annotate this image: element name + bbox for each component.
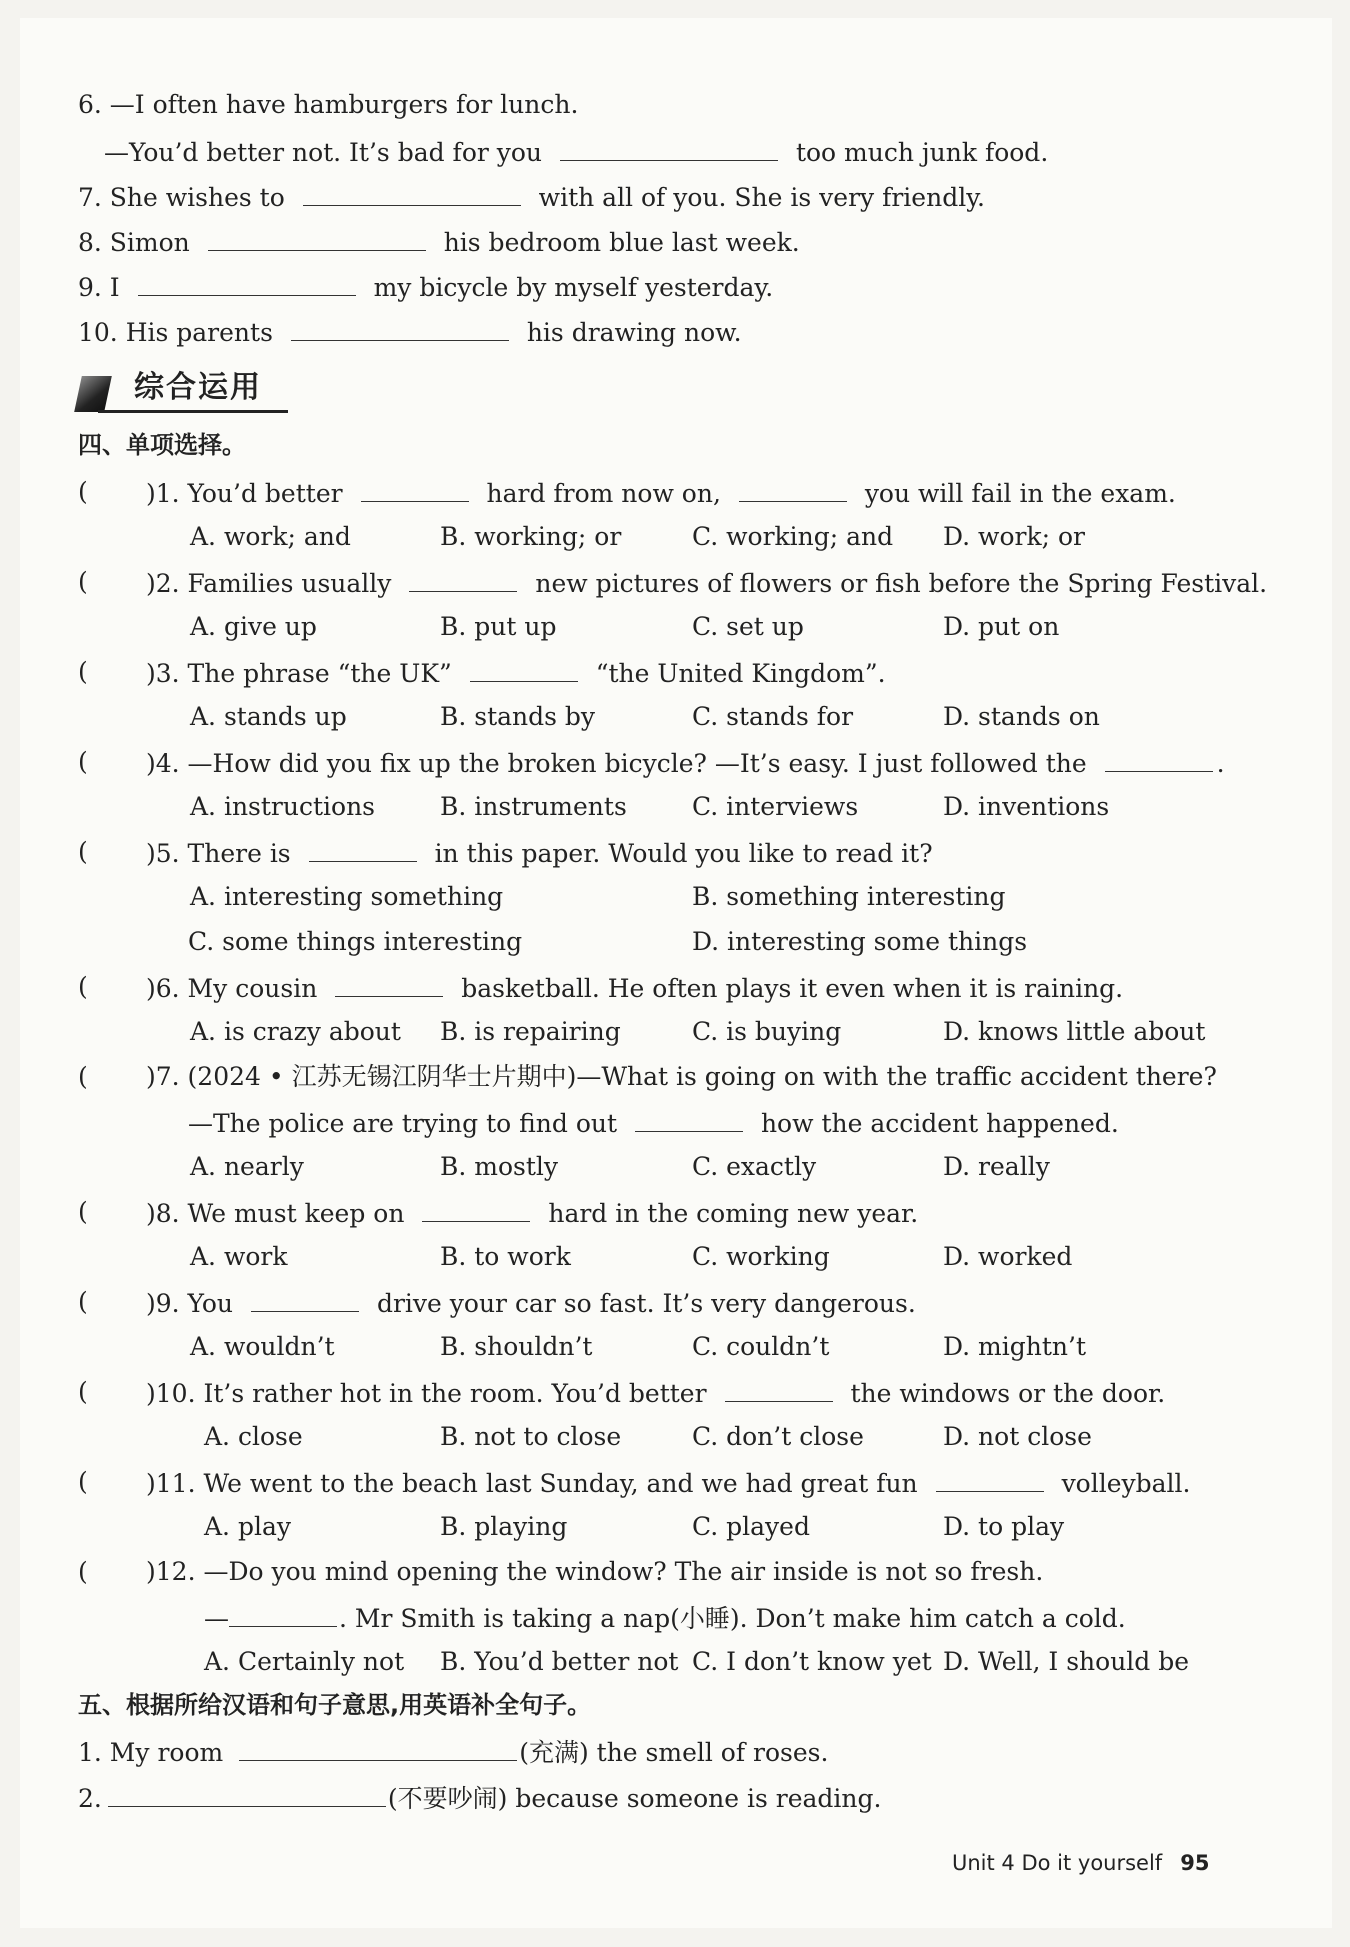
option-d[interactable]: D. Well, I should be xyxy=(943,1647,1190,1676)
answer-blank[interactable] xyxy=(335,970,443,997)
option-d[interactable]: D. put on xyxy=(943,612,1060,641)
item-8 xyxy=(78,224,800,260)
part5-item-1-text: 1. My room xyxy=(78,1738,224,1767)
item-9-tail: my bicycle by myself yesterday. xyxy=(373,273,774,302)
q2-tail: new pictures of flowers or fish before the Spring Festival. xyxy=(535,569,1268,598)
answer-paren[interactable]: ( xyxy=(78,1062,88,1091)
answer-paren[interactable]: ( xyxy=(78,1287,88,1316)
option-b[interactable]: B. shouldn’t xyxy=(440,1332,593,1361)
answer-blank[interactable] xyxy=(208,224,426,251)
option-c[interactable]: C. interviews xyxy=(692,792,859,821)
q12-text: )12. —Do you mind opening the window? The air inside is not so fresh. xyxy=(146,1557,1044,1586)
section-banner xyxy=(78,366,288,416)
section-banner-title: 综合运用 xyxy=(134,370,262,405)
item-6-question xyxy=(78,88,578,122)
q4-text: )4. —How did you fix up the broken bicycle? —It’s easy. I just followed the xyxy=(146,749,1087,778)
option-c[interactable]: C. stands for xyxy=(692,702,854,731)
option-b[interactable]: B. mostly xyxy=(440,1152,559,1181)
q9-stem xyxy=(146,1285,916,1321)
q7-stem xyxy=(146,1060,1217,1094)
option-a[interactable]: A. close xyxy=(204,1422,303,1451)
q10-stem xyxy=(146,1375,1165,1411)
item-6-response-tail: too much junk food. xyxy=(795,138,1049,167)
answer-blank[interactable] xyxy=(470,655,578,682)
item-10-tail: his drawing now. xyxy=(526,318,742,347)
q1-mid: hard from now on, xyxy=(486,479,721,508)
answer-blank[interactable] xyxy=(303,179,521,206)
answer-paren[interactable]: ( xyxy=(78,837,88,866)
option-d[interactable]: D. really xyxy=(943,1152,1050,1181)
option-c[interactable]: C. don’t close xyxy=(692,1422,864,1451)
option-c[interactable]: C. couldn’t xyxy=(692,1332,830,1361)
option-a[interactable]: A. instructions xyxy=(190,792,375,821)
q7-line2-tail: how the accident happened. xyxy=(760,1109,1119,1138)
answer-paren[interactable]: ( xyxy=(78,1377,88,1406)
option-b[interactable]: B. playing xyxy=(440,1512,568,1541)
q12-line2-tail: . Mr Smith is taking a nap(小睡). Don’t make him catch a cold. xyxy=(339,1604,1126,1633)
option-d[interactable]: D. stands on xyxy=(943,702,1100,731)
item-9 xyxy=(78,269,773,305)
q8-text: )8. We must keep on xyxy=(146,1199,405,1228)
option-b[interactable]: B. to work xyxy=(440,1242,571,1271)
q8-stem xyxy=(146,1195,918,1231)
q3-stem xyxy=(146,655,886,691)
item-7 xyxy=(78,179,985,215)
item-6-response xyxy=(104,134,1048,170)
option-c[interactable]: C. is buying xyxy=(692,1017,842,1046)
option-c[interactable]: C. some things interesting xyxy=(188,927,523,956)
part4-heading: 四、单项选择。 xyxy=(78,431,246,459)
answer-blank[interactable] xyxy=(739,475,847,502)
answer-blank[interactable] xyxy=(251,1285,359,1312)
answer-paren[interactable]: ( xyxy=(78,972,88,1001)
q12-line2 xyxy=(204,1600,1126,1636)
answer-blank[interactable] xyxy=(560,134,778,161)
q7-text: )7. (2024 • 江苏无锡江阴华士片期中)—What is going on with the traffic accident there? xyxy=(146,1062,1217,1091)
option-b[interactable]: B. stands by xyxy=(440,702,596,731)
item-7-text: 7. She wishes to xyxy=(78,183,285,212)
option-b[interactable]: B. You’d better not xyxy=(440,1647,679,1676)
answer-blank[interactable] xyxy=(291,314,509,341)
part5-heading: 五、根据所给汉语和句子意思,用英语补全句子。 xyxy=(78,1691,592,1719)
q10-tail: the windows or the door. xyxy=(850,1379,1166,1408)
q3-text: )3. The phrase “the UK” xyxy=(146,659,452,688)
item-7-tail: with all of you. She is very friendly. xyxy=(538,183,985,212)
answer-blank[interactable] xyxy=(725,1375,833,1402)
answer-blank[interactable] xyxy=(409,565,517,592)
footer-unit: Unit 4 Do it yourself xyxy=(952,1851,1163,1875)
answer-paren[interactable]: ( xyxy=(78,477,88,506)
q4-stem xyxy=(146,745,1225,781)
option-d[interactable]: D. work; or xyxy=(943,522,1085,551)
q9-tail: drive your car so fast. It’s very dangerous. xyxy=(376,1289,916,1318)
q12-stem xyxy=(146,1555,1043,1589)
option-a[interactable]: A. is crazy about xyxy=(190,1017,401,1046)
option-b[interactable]: B. working; or xyxy=(440,522,622,551)
banner-underline xyxy=(98,410,288,413)
answer-blank[interactable] xyxy=(309,835,417,862)
item-10-text: 10. His parents xyxy=(78,318,273,347)
option-c[interactable]: C. working; and xyxy=(692,522,894,551)
page-number: 95 xyxy=(1180,1851,1210,1875)
q5-text: )5. There is xyxy=(146,839,291,868)
option-c[interactable]: C. played xyxy=(692,1512,810,1541)
q4-tail: . xyxy=(1216,749,1225,778)
option-a[interactable]: A. Certainly not xyxy=(204,1647,405,1676)
option-c[interactable]: C. I don’t know yet xyxy=(692,1647,932,1676)
option-d[interactable]: D. not close xyxy=(943,1422,1092,1451)
item-8-tail: his bedroom blue last week. xyxy=(443,228,800,257)
q11-text: )11. We went to the beach last Sunday, and we had great fun xyxy=(146,1469,918,1498)
q6-text: )6. My cousin xyxy=(146,974,318,1003)
q3-tail: “the United Kingdom”. xyxy=(595,659,886,688)
part5-item-2-tail: (不要吵闹) because someone is reading. xyxy=(387,1784,882,1813)
q6-tail: basketball. He often plays it even when it is raining. xyxy=(461,974,1124,1003)
answer-blank[interactable] xyxy=(635,1105,743,1132)
q7-line2 xyxy=(188,1105,1119,1141)
part5-item-1-tail: (充满) the smell of roses. xyxy=(519,1738,829,1767)
option-d[interactable]: D. knows little about xyxy=(943,1017,1206,1046)
option-a[interactable]: A. nearly xyxy=(190,1152,304,1181)
answer-blank[interactable] xyxy=(138,269,356,296)
option-b[interactable]: B. is repairing xyxy=(440,1017,621,1046)
answer-paren[interactable]: ( xyxy=(78,1467,88,1496)
q1-tail: you will fail in the exam. xyxy=(864,479,1176,508)
answer-paren[interactable]: ( xyxy=(78,567,88,596)
option-c[interactable]: C. set up xyxy=(692,612,804,641)
part5-item-1 xyxy=(78,1734,828,1770)
item-6-text: 6. —I often have hamburgers for lunch. xyxy=(78,90,579,119)
item-10 xyxy=(78,314,742,350)
option-a[interactable]: A. play xyxy=(204,1512,291,1541)
option-d[interactable]: D. worked xyxy=(943,1242,1073,1271)
q11-tail: volleyball. xyxy=(1061,1469,1191,1498)
item-8-text: 8. Simon xyxy=(78,228,190,257)
item-6-response-text: —You’d better not. It’s bad for you xyxy=(104,138,543,167)
answer-paren[interactable]: ( xyxy=(78,657,88,686)
answer-blank[interactable] xyxy=(229,1600,337,1627)
option-a[interactable]: A. work; and xyxy=(190,522,351,551)
answer-paren[interactable]: ( xyxy=(78,747,88,776)
option-d[interactable]: D. mightn’t xyxy=(943,1332,1086,1361)
answer-blank[interactable] xyxy=(361,475,469,502)
q5-tail: in this paper. Would you like to read it? xyxy=(434,839,933,868)
option-c[interactable]: C. exactly xyxy=(692,1152,817,1181)
q1-stem xyxy=(146,475,1176,511)
answer-blank[interactable] xyxy=(1105,745,1213,772)
option-a[interactable]: A. stands up xyxy=(190,702,347,731)
option-c[interactable]: C. working xyxy=(692,1242,830,1271)
option-b[interactable]: B. not to close xyxy=(440,1422,622,1451)
option-d[interactable]: D. interesting some things xyxy=(692,927,1028,956)
q9-text: )9. You xyxy=(146,1289,234,1318)
q2-stem xyxy=(146,565,1267,601)
part5-item-2-text: 2. xyxy=(78,1784,102,1813)
answer-blank[interactable] xyxy=(422,1195,530,1222)
option-d[interactable]: D. inventions xyxy=(943,792,1110,821)
answer-paren[interactable]: ( xyxy=(78,1557,88,1586)
answer-paren[interactable]: ( xyxy=(78,1197,88,1226)
answer-blank[interactable] xyxy=(108,1780,386,1807)
option-a[interactable]: A. work xyxy=(190,1242,288,1271)
q2-text: )2. Families usually xyxy=(146,569,392,598)
answer-blank[interactable] xyxy=(239,1734,517,1761)
option-a[interactable]: A. give up xyxy=(190,612,317,641)
q11-stem xyxy=(146,1465,1191,1501)
option-a[interactable]: A. interesting something xyxy=(190,882,504,911)
q8-tail: hard in the coming new year. xyxy=(548,1199,919,1228)
q1-text: )1. You’d better xyxy=(146,479,343,508)
option-d[interactable]: D. to play xyxy=(943,1512,1065,1541)
option-b[interactable]: B. put up xyxy=(440,612,557,641)
q6-stem xyxy=(146,970,1123,1006)
part5-item-2 xyxy=(78,1780,881,1816)
option-b[interactable]: B. something interesting xyxy=(692,882,1006,911)
q10-text: )10. It’s rather hot in the room. You’d better xyxy=(146,1379,707,1408)
page-footer xyxy=(952,1848,1209,1878)
item-9-text: 9. I xyxy=(78,273,120,302)
banner-marker-icon xyxy=(74,376,112,412)
option-b[interactable]: B. instruments xyxy=(440,792,627,821)
q7-line2-text: —The police are trying to find out xyxy=(188,1109,618,1138)
q5-stem xyxy=(146,835,933,871)
answer-blank[interactable] xyxy=(936,1465,1044,1492)
option-a[interactable]: A. wouldn’t xyxy=(190,1332,335,1361)
q12-line2-dash: — xyxy=(204,1604,229,1633)
